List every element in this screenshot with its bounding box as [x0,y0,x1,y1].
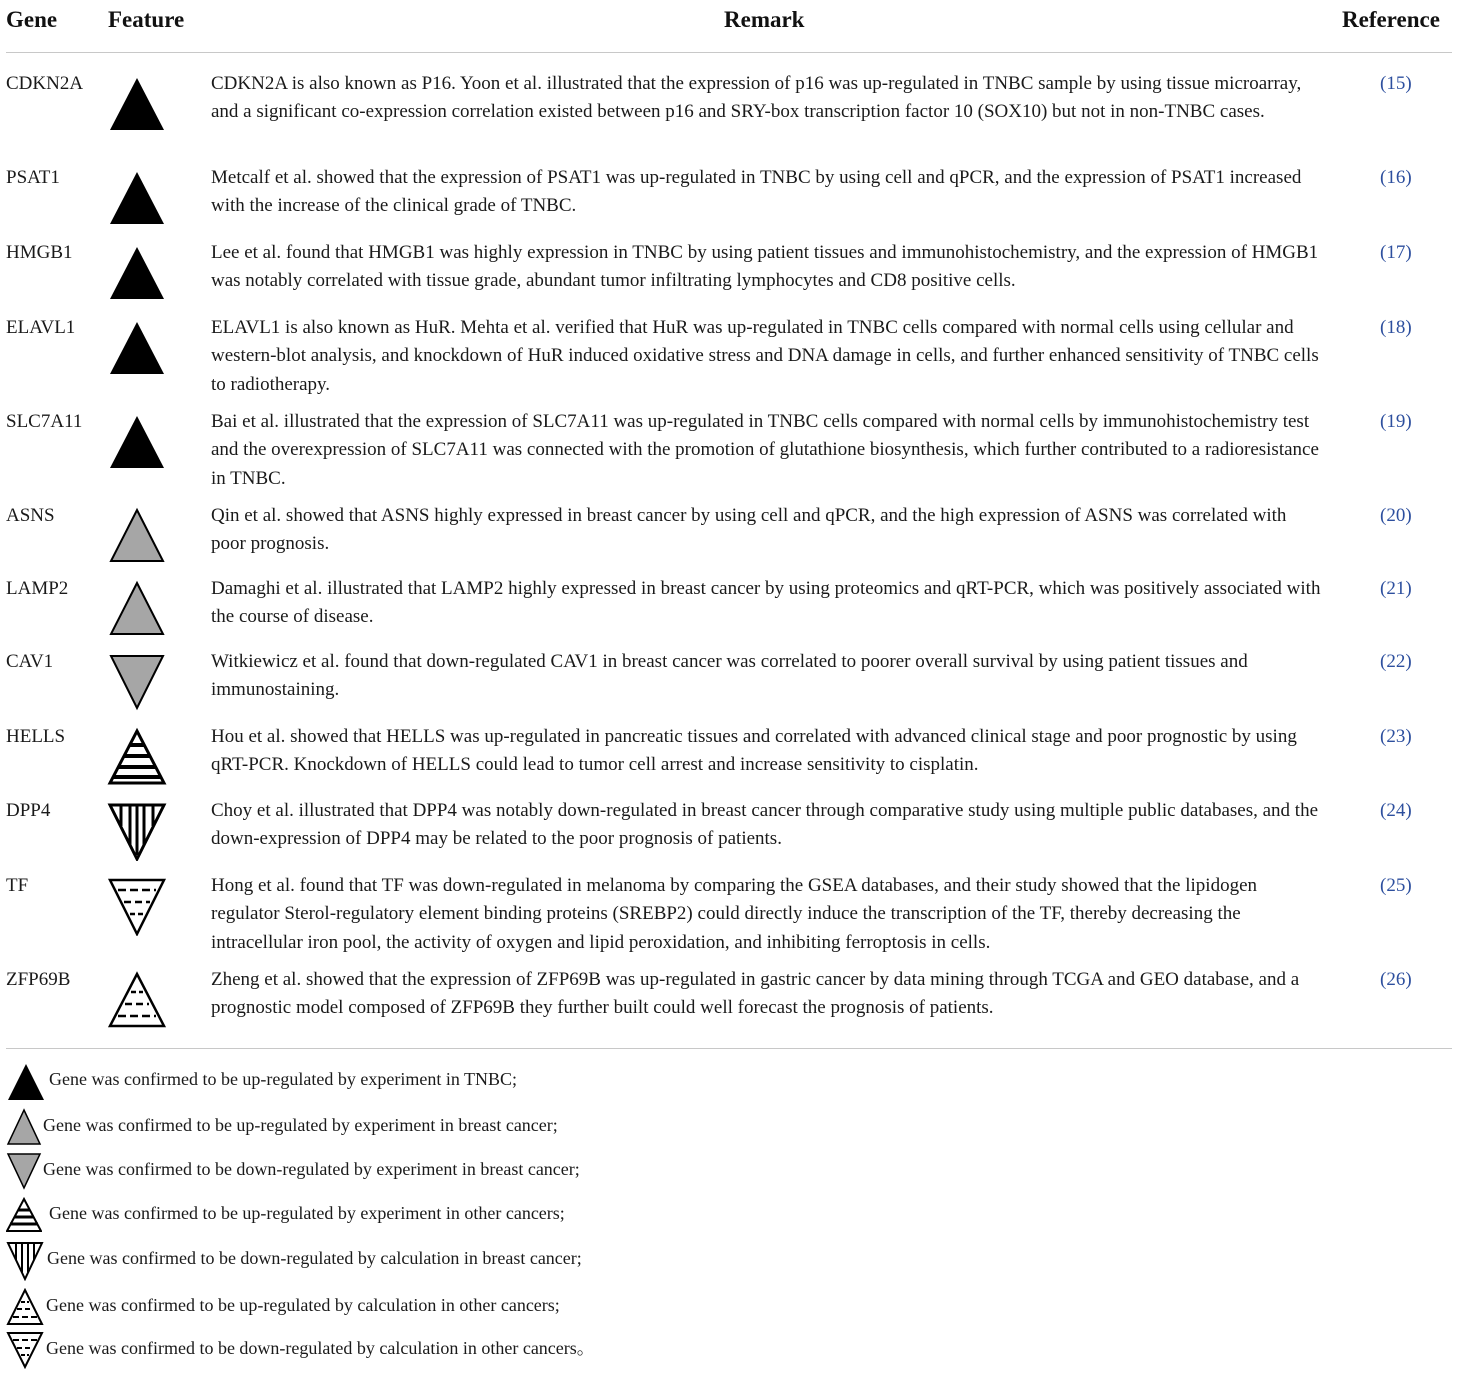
dashed-down-triangle-icon [6,1331,44,1369]
gene-remark: Zheng et al. showed that the expression of ZFP69B was up-regulated in gastric cancer by data mining through TCGA and GEO database, and a prognostic model composed of ZFP69B they further built could well forecast the prognosis of patients. [211,969,1300,1019]
reference-link[interactable]: (18) [1380,317,1412,338]
column-header-gene: Gene [6,7,58,32]
gene-name: SLC7A11 [6,411,83,432]
header-divider [6,52,1452,53]
gene-name: CAV1 [6,651,54,672]
gene-name: HELLS [6,726,66,747]
gene-name: HMGB1 [6,242,73,263]
solid-black-up-triangle-icon [106,168,168,226]
column-header-remark: Remark [724,7,805,32]
legend-text: Gene was confirmed to be up-regulated by experiment in breast cancer; [43,1115,558,1135]
gray-down-triangle-icon [6,1152,42,1190]
gene-name: PSAT1 [6,167,60,188]
gene-name: TF [6,875,29,896]
reference-link[interactable]: (21) [1380,578,1412,599]
reference-link[interactable]: (16) [1380,167,1412,188]
vertical-striped-down-triangle-icon [106,801,168,859]
striped-up-triangle-icon [106,727,168,785]
legend-text: Gene was confirmed to be up-regulated by calculation in other cancers; [46,1295,560,1315]
legend-text: Gene was confirmed to be down-regulated by calculation in other cancers。 [46,1338,595,1358]
gene-name: ZFP69B [6,969,71,990]
legend-text: Gene was confirmed to be down-regulated by experiment in breast cancer; [43,1159,580,1179]
gene-remark: Hong et al. found that TF was down-regulated in melanoma by comparing the GSEA databases, and their study showed that the lipidogen regulator Sterol-regulatory element binding proteins (SREBP2) could directly induce the transcription of the TF, thereby decreasing the intracellular iron pool, the activity of oxygen and lipid peroxidation, and inhibiting ferroptosis in cells. [211,875,1258,953]
gene-remark: Lee et al. found that HMGB1 was highly expression in TNBC by using patient tissues and immunohistochemistry, and the expression of HMGB1 was notably correlated with tissue grade, abundant tumor infiltrating lymphocytes and CD8 positive cells. [211,242,1319,292]
column-header-feature: Feature [108,7,185,32]
dashed-up-triangle-icon [106,970,168,1028]
reference-link[interactable]: (25) [1380,875,1412,896]
legend-text: Gene was confirmed to be up-regulated by experiment in other cancers; [49,1203,565,1223]
gene-remark: Choy et al. illustrated that DPP4 was notably down-regulated in breast cancer through comparative study using multiple public databases, and the down-expression of DPP4 may be related to the poor prognosis of patients. [211,800,1319,850]
gene-name: LAMP2 [6,578,69,599]
striped-up-triangle-icon [6,1196,42,1234]
solid-black-up-triangle-icon [106,243,168,301]
gray-down-triangle-icon [106,652,168,710]
gene-remark: Hou et al. showed that HELLS was up-regulated in pancreatic tissues and correlated with advanced clinical stage and poor prognostic by using qRT-PCR. Knockdown of HELLS could lead to tumor cell arrest and increase sensitivity to cisplatin. [211,726,1297,776]
solid-black-up-triangle-icon [6,1062,46,1102]
solid-black-up-triangle-icon [106,412,168,470]
vertical-striped-down-triangle-icon [6,1241,44,1281]
reference-link[interactable]: (23) [1380,726,1412,747]
gene-remark: Metcalf et al. showed that the expression of PSAT1 was up-regulated in TNBC by using cell and qPCR, and the expression of PSAT1 increased with the increase of the clinical grade of TNBC. [211,167,1302,217]
solid-black-up-triangle-icon [106,74,168,132]
gene-remark: Qin et al. showed that ASNS highly expressed in breast cancer by using cell and qPCR, and the high expression of ASNS was correlated with poor prognosis. [211,505,1287,555]
gene-remark: Damaghi et al. illustrated that LAMP2 highly expressed in breast cancer by using proteomics and qRT-PCR, which was positively associated with the course of disease. [211,578,1321,628]
gene-name: ASNS [6,505,55,526]
dashed-up-triangle-icon [6,1288,44,1326]
reference-link[interactable]: (20) [1380,505,1412,526]
gene-name: DPP4 [6,800,51,821]
gray-up-triangle-icon [6,1108,42,1146]
dashed-down-triangle-icon [106,876,168,934]
gray-up-triangle-icon [106,506,168,564]
gene-name: CDKN2A [6,73,84,94]
gene-name: ELAVL1 [6,317,76,338]
reference-link[interactable]: (17) [1380,242,1412,263]
solid-black-up-triangle-icon [106,318,168,376]
reference-link[interactable]: (22) [1380,651,1412,672]
reference-link[interactable]: (15) [1380,73,1412,94]
gene-remark: Bai et al. illustrated that the expression of SLC7A11 was up-regulated in TNBC cells compared with normal cells by immunohistochemistry test and the overexpression of SLC7A11 was connected with the promotion of glutathione biosynthesis, which further contributed to a radioresistance in TNBC. [211,411,1319,489]
gene-remark: ELAVL1 is also known as HuR. Mehta et al. verified that HuR was up-regulated in TNBC cells compared with normal cells using cellular and western-blot analysis, and knockdown of HuR induced oxidative stress and DNA damage in cells, and further enhanced sensitivity of TNBC cells to radiotherapy. [211,317,1319,395]
reference-link[interactable]: (19) [1380,411,1412,432]
gray-up-triangle-icon [106,579,168,637]
legend-text: Gene was confirmed to be down-regulated by calculation in breast cancer; [47,1248,582,1268]
column-header-reference: Reference [1342,7,1440,32]
legend-text: Gene was confirmed to be up-regulated by experiment in TNBC; [49,1069,518,1089]
reference-link[interactable]: (26) [1380,969,1412,990]
footer-divider [6,1048,1452,1049]
gene-remark: CDKN2A is also known as P16. Yoon et al. illustrated that the expression of p16 was up-regulated in TNBC sample by using tissue microarray, and a significant co-expression correlation existed between p16 and SRY-box transcription factor 10 (SOX10) but not in non-TNBC cases. [211,73,1302,123]
gene-remark: Witkiewicz et al. found that down-regulated CAV1 in breast cancer was correlated to poorer overall survival by using patient tissues and immunostaining. [211,651,1248,701]
reference-link[interactable]: (24) [1380,800,1412,821]
